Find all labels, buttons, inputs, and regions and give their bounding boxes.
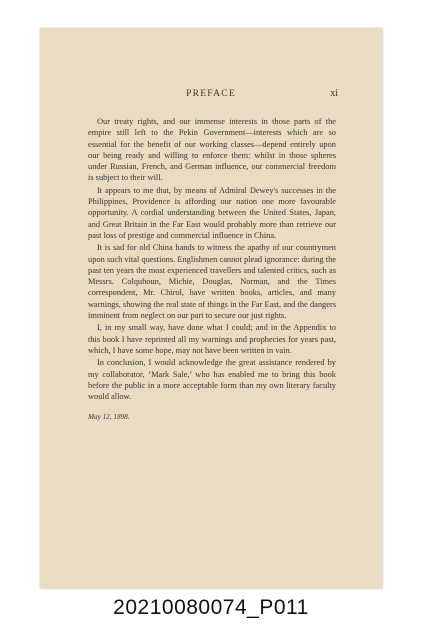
book-page: [40, 28, 382, 588]
date-signoff: May 12, 1898.: [88, 413, 130, 422]
paragraph: I, in my small way, have done what I could; and in the Appendix to this book I have reprinted all my warnings and prophecies for years past, which, I have some hope, may not have been written in vain.: [88, 323, 336, 355]
paragraph: Our treaty rights, and our immense interests in those parts of the empire still left to the Pekin Government—interests which are so essential for the benefit of our working classes—depend entirely upon our being ready and willing to enforce them: whilst in those spheres under Russian, French, and German influence, our commercial freedom is subject to their will.: [88, 117, 336, 183]
page-header: [40, 88, 382, 102]
running-title: PREFACE: [186, 88, 236, 99]
preface-body: [88, 116, 336, 425]
page-number: xi: [330, 88, 338, 99]
paragraph: In conclusion, I would acknowledge the great assistance rendered by my collaborator, ‘Mark Sale,’ who has enabled me to bring this book before the public in a more acceptable form than my own literary faculty would allow.: [88, 358, 336, 402]
paragraph: It appears to me that, by means of Admiral Dewey's successes in the Philippines, Providence is affording our nation one more favourable opportunity. A cordial understanding between the United States, Japan, and Great Britain in the Far East would probably more than retrieve our past loss of prestige and commercial influence in China.: [88, 185, 336, 240]
catalog-id-caption: 20210080074_P011: [113, 596, 309, 619]
paragraph: It is sad for old China hands to witness the apathy of our countrymen upon such vital questions. Englishmen cannot plead ignorance: during the past ten years the most experienced travellers and talented critics, such as Messrs. Colquhoun, Michie, Douglas, Norman, and the Times correspondent, Mr. Chirol, have written books, articles, and many warnings, showing the real state of things in the Far East, and the dangers imminent from neglect on our part to secure our just rights.: [88, 243, 336, 321]
